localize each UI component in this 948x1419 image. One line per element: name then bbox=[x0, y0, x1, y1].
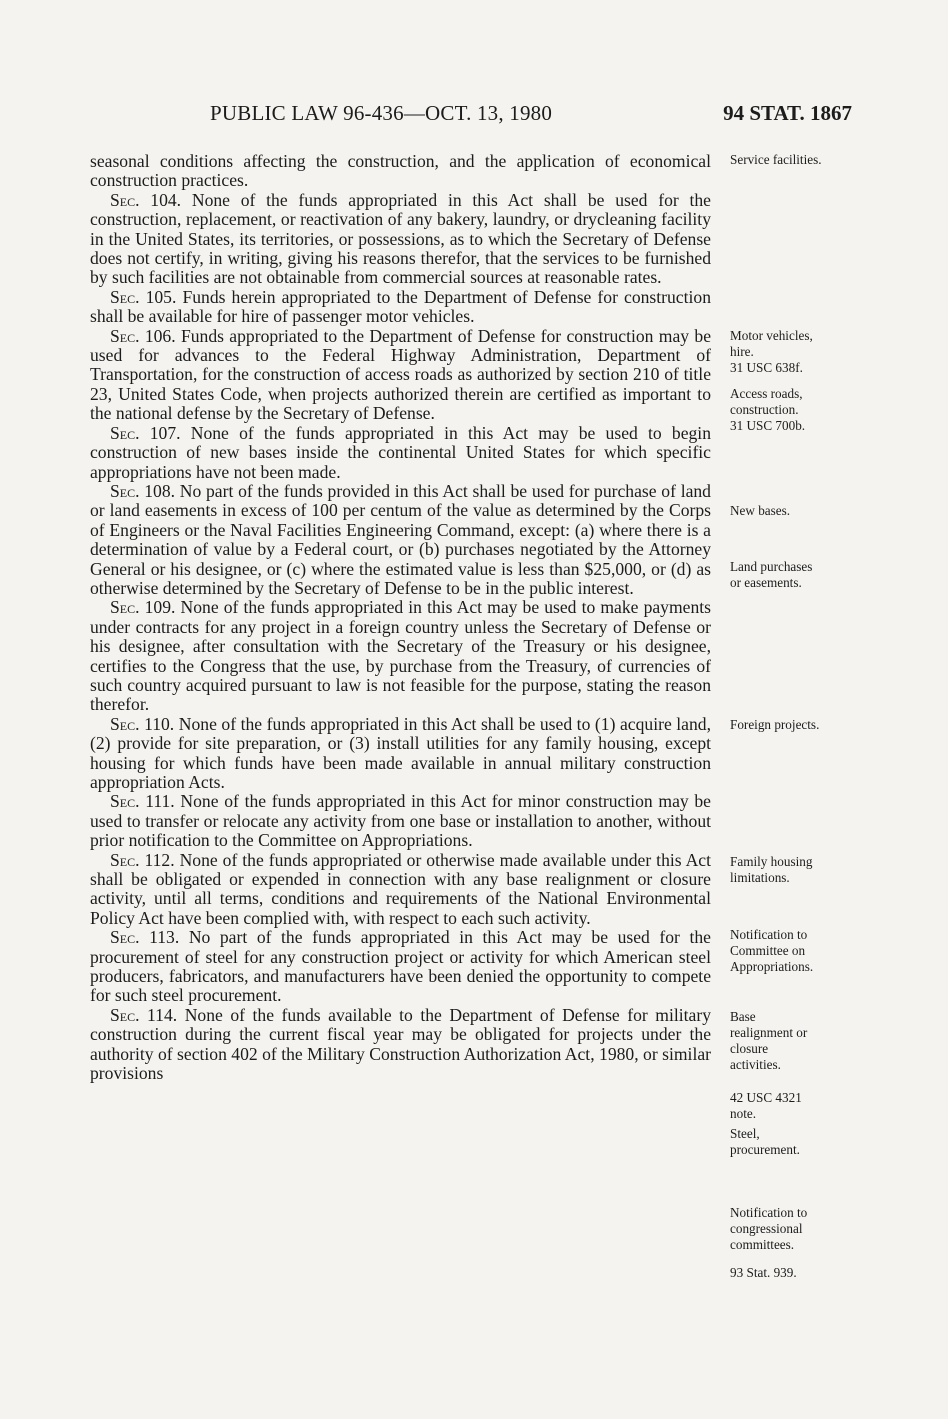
section-number: Sec. 105. bbox=[110, 286, 177, 307]
section-paragraph: Sec. 105. Funds herein appropriated to the Department of Defense for construction shall be available for hire of passenger motor vehicles. bbox=[90, 286, 711, 327]
section-number: Sec. 110. bbox=[110, 713, 175, 734]
section-paragraph: Sec. 104. None of the funds appropriated in this Act shall be used for the construction, replacement, or reactivation of any bakery, laundry, or drycleaning facility in the United States, its territories, or possessions, as to which the Secretary of Defense does not certify, in writing, giving his reasons therefor, that the services to be furnished by such facilities are not obtainable from commercial sources at reasonable rates. bbox=[90, 189, 711, 288]
section-number: Sec. 104. bbox=[110, 189, 182, 210]
section-number: Sec. 108. bbox=[110, 480, 176, 501]
section-paragraph: Sec. 108. No part of the funds provided in this Act shall be used for purchase of land or land easements in excess of 100 per centum of the value as determined by the Corps of Engineers or the Naval Facilities Engineering Command, except: (a) where there is a determination of value by a Federal court, or (b) purchases negotiated by the Attorney General or his designee, or (c) where the estimated value is less than $25,000, or (d) as otherwise determined by the Secretary of Defense to be in the public interest. bbox=[90, 480, 711, 598]
margin-note: Family housing limitations. bbox=[730, 854, 813, 885]
section-number: Sec. 106. bbox=[110, 325, 176, 346]
paragraph: seasonal conditions affecting the construction, and the application of economical construction practices. bbox=[90, 151, 711, 191]
section-number: Sec. 111. bbox=[110, 791, 175, 812]
margin-note: Base realignment or closure activities. bbox=[730, 1009, 808, 1072]
margin-note: Foreign projects. bbox=[730, 717, 820, 732]
section-number: Sec. 113. bbox=[110, 927, 180, 948]
section-number: Sec. 114. bbox=[110, 1004, 178, 1025]
margin-note: Steel, procurement. bbox=[730, 1126, 800, 1157]
running-header-title: PUBLIC LAW 96-436—OCT. 13, 1980 bbox=[210, 101, 553, 125]
section-paragraph: Sec. 113. No part of the funds appropriated in this Act may be used for the procurement of steel for any construction project or activity for which American steel producers, fabricators, and manufacturers have been denied the opportunity to compete for such steel procurement. bbox=[90, 927, 711, 1006]
body-text bbox=[90, 152, 711, 1084]
section-paragraph: Sec. 111. None of the funds appropriated in this Act for minor construction may be used to transfer or relocate any activity from one base or installation to another, without prior notification to the Committee on Appropriations. bbox=[90, 791, 711, 851]
section-number: Sec. 109. bbox=[110, 597, 176, 618]
margin-note: Notification to congressional committees. bbox=[730, 1205, 808, 1252]
section-paragraph: Sec. 112. None of the funds appropriated or otherwise made available under this Act shall be obligated or expended in connection with any base realignment or closure activity, until all terms, conditions and requirements of the National Environmental Policy Act have been complied with, with respect to each such activity. bbox=[90, 849, 711, 928]
margin-note: Motor vehicles, hire. 31 USC 638f. bbox=[730, 328, 813, 375]
margin-note: Access roads, construction. 31 USC 700b. bbox=[730, 386, 806, 433]
margin-note: 42 USC 4321 note. bbox=[730, 1090, 802, 1121]
section-number: Sec. 107. bbox=[110, 422, 181, 443]
section-paragraph: Sec. 109. None of the funds appropriated in this Act may be used to make payments under contracts for any project in a foreign country unless the Secretary of Defense or his designee, after consultation with the Secretary of the Treasury or his designee, certifies to the Congress that the use, by purchase from the Treasury, of currencies of such country acquired pursuant to law is not feasible for the purpose, stating the reason therefor. bbox=[90, 597, 711, 715]
margin-note: Notification to Committee on Appropriations. bbox=[730, 927, 814, 974]
section-paragraph: Sec. 107. None of the funds appropriated in this Act may be used to begin construction of new bases inside the continental United States for which specific appropriations have not been made. bbox=[90, 422, 711, 482]
margin-note: Service facilities. bbox=[730, 152, 822, 167]
section-paragraph: Sec. 110. None of the funds appropriated in this Act shall be used to (1) acquire land, (2) provide for site preparation, or (3) install utilities for any family housing, except housing for which funds have been made available in annual military construction appropriation Acts. bbox=[90, 713, 711, 792]
margin-note: Land purchases or easements. bbox=[730, 559, 813, 590]
running-header-page: 94 STAT. 1867 bbox=[723, 101, 852, 125]
section-paragraph: Sec. 114. None of the funds available to the Department of Defense for military construction during the current fiscal year may be obligated for projects under the authority of section 402 of the Military Construction Authorization Act, 1980, or similar provisions bbox=[90, 1004, 711, 1084]
margin-note: New bases. bbox=[730, 503, 791, 518]
section-paragraph: Sec. 106. Funds appropriated to the Department of Defense for construction may be used for advances to the Federal Highway Administration, Department of Transportation, for the construction of access roads as authorized by section 210 of title 23, United States Code, when projects authorized therein are certified as important to the national defense by the Secretary of Defense. bbox=[90, 325, 711, 424]
margin-note: 93 Stat. 939. bbox=[730, 1265, 797, 1280]
section-number: Sec. 112. bbox=[110, 849, 175, 870]
